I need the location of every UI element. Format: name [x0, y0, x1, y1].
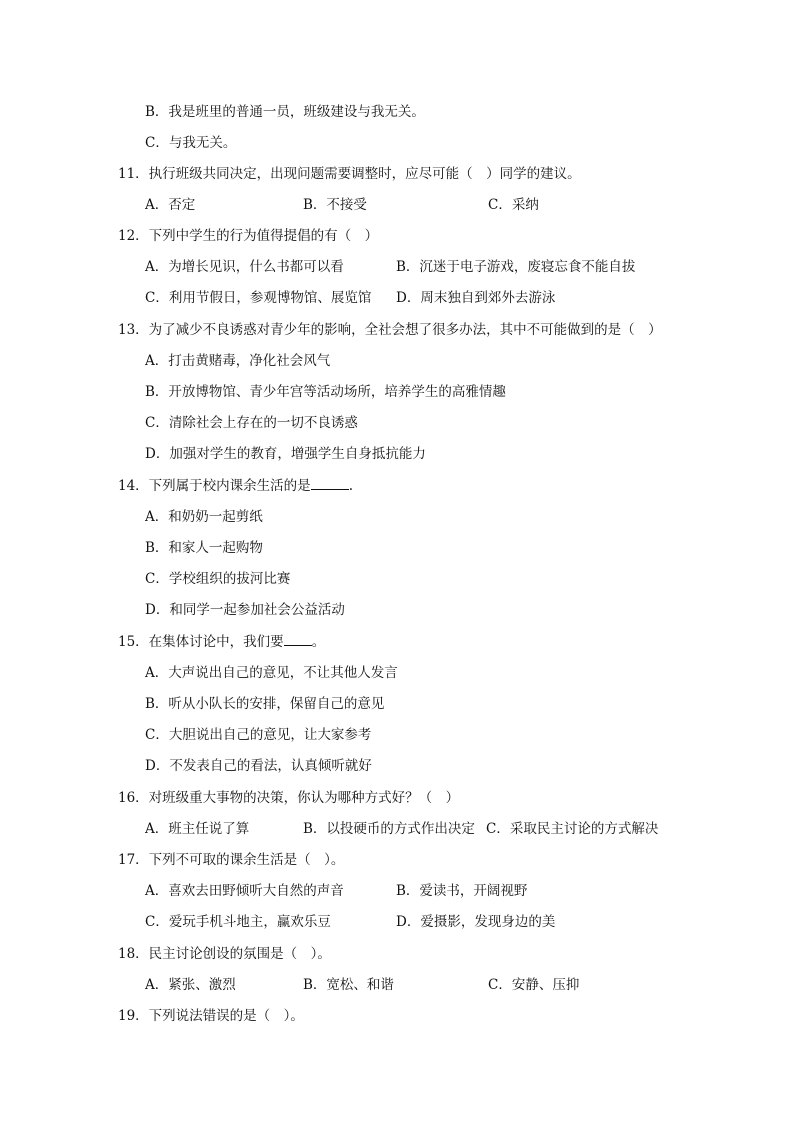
q13-option-d: D．加强对学生的教育，增强学生自身抵抗能力 [145, 446, 426, 462]
q18-options [145, 974, 705, 996]
q15-option-b: B．听从小队长的安排，保留自己的意见 [145, 696, 385, 712]
q10-option-b: B．我是班里的普通一员，班级建设与我无关。 [145, 104, 425, 120]
question-19: 19．下列说法错误的是（ ）。 [118, 1008, 304, 1024]
q12-options-row2 [145, 287, 705, 309]
q14-option-d: D．和同学一起参加社会公益活动 [145, 602, 345, 618]
q16-options [145, 818, 705, 840]
q15-text: 15．在集体讨论中，我们要 [118, 634, 284, 650]
q12-option-b: B．沉迷于电子游戏，废寝忘食不能自拔 [396, 259, 636, 275]
q17-option-c: C．爱玩手机斗地主，赢欢乐豆 [145, 914, 331, 930]
q14-text: 14．下列属于校内课余生活的是 [118, 478, 311, 494]
q18-option-a: A．紧张、激烈 [145, 977, 236, 993]
q17-option-b: B．爱读书，开阔视野 [396, 883, 528, 899]
q12-option-d: D．周末独自到郊外去游泳 [396, 290, 556, 306]
q18-option-c: C．安静、压抑 [488, 977, 580, 993]
q14-end: . [348, 478, 353, 494]
q11-option-b: B．不接受 [303, 197, 367, 213]
q15-option-d: D．不发表自己的看法，认真倾听就好 [145, 758, 372, 774]
answer-blank [284, 631, 312, 646]
q11-option-c: C．采纳 [488, 197, 539, 213]
q14-option-a: A．和奶奶一起剪纸 [145, 509, 263, 525]
q15-end: 。 [311, 634, 326, 650]
question-11: 11．执行班级共同决定，出现问题需要调整时，应尽可能（ ）同学的建议。 [118, 166, 581, 182]
q15-option-a: A．大声说出自己的意见，不让其他人发言 [145, 665, 398, 681]
question-15 [118, 631, 325, 653]
q17-options-row1 [145, 880, 705, 902]
answer-blank [311, 475, 349, 490]
question-16: 16．对班级重大事物的决策，你认为哪种方式好？（ ） [118, 790, 460, 806]
q16-option-a: A．班主任说了算 [145, 821, 250, 837]
question-12: 12．下列中学生的行为值得提倡的有（ ） [118, 228, 379, 244]
question-14 [118, 475, 353, 497]
q11-option-a: A．否定 [145, 197, 196, 213]
q12-option-a: A．为增长见识，什么书都可以看 [145, 259, 344, 275]
q16-option-c: C．采取民主讨论的方式解决 [486, 821, 659, 837]
q18-option-b: B．宽松、和谐 [303, 977, 394, 993]
q12-options-row1 [145, 256, 705, 278]
question-13: 13．为了减少不良诱惑对青少年的影响，全社会想了很多办法，其中不可能做到的是（ ） [118, 322, 662, 338]
q13-option-a: A．打击黄赌毒，净化社会风气 [145, 353, 331, 369]
q17-options-row2 [145, 911, 705, 933]
q11-options [145, 194, 705, 216]
q14-option-c: C．学校组织的拔河比赛 [145, 571, 291, 587]
q15-option-c: C．大胆说出自己的意见，让大家参考 [145, 727, 372, 743]
q17-option-d: D．爱摄影，发现身边的美 [396, 914, 556, 930]
question-17: 17．下列不可取的课余生活是（ ）。 [118, 852, 345, 868]
q13-option-b: B．开放博物馆、青少年宫等活动场所，培养学生的高雅情趣 [145, 384, 506, 400]
q10-option-c: C．与我无关。 [145, 135, 237, 151]
q13-option-c: C．清除社会上存在的一切不良诱惑 [145, 415, 358, 431]
question-18: 18．民主讨论创设的氛围是（ ）。 [118, 946, 331, 962]
q12-option-c: C．利用节假日，参观博物馆、展览馆 [145, 290, 372, 306]
q16-option-b: B．以投硬币的方式作出决定 [303, 821, 475, 837]
q14-option-b: B．和家人一起购物 [145, 540, 263, 556]
q17-option-a: A．喜欢去田野倾听大自然的声音 [145, 883, 344, 899]
